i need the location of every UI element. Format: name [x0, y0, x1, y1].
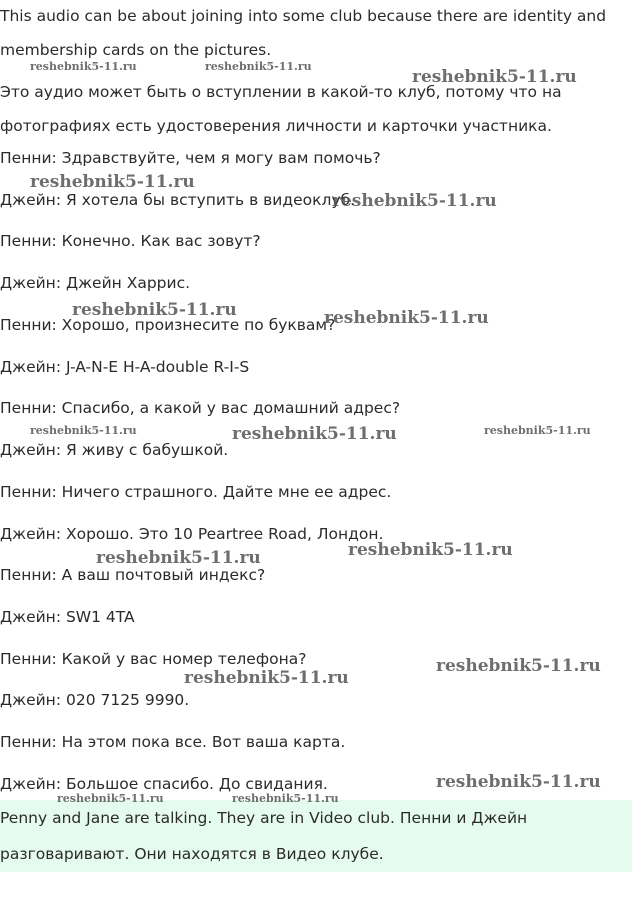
watermark: reshebnik5-11.ru — [57, 792, 164, 805]
watermark: reshebnik5-11.ru — [96, 548, 261, 568]
watermark: reshebnik5-11.ru — [184, 668, 349, 688]
dialogue-line: Джейн: Джейн Харрис. — [0, 274, 191, 292]
dialogue-line: Джейн: Я хотела бы вступить в видеоклуб. — [0, 191, 356, 209]
dialogue-line: Джейн: 020 7125 9990. — [0, 691, 190, 709]
dialogue-line: Пенни: Спасибо, а какой у вас домашний адрес? — [0, 399, 401, 417]
watermark: reshebnik5-11.ru — [484, 424, 591, 437]
answer-line-1: Penny and Jane are talking. They are in Video club. Пенни и Джейн — [0, 809, 528, 827]
watermark: reshebnik5-11.ru — [324, 308, 489, 328]
dialogue-line: Джейн: Большое спасибо. До свидания. — [0, 775, 328, 793]
watermark: reshebnik5-11.ru — [30, 172, 195, 192]
dialogue-line: Пенни: Конечно. Как вас зовут? — [0, 232, 261, 250]
intro-russian-line-2: фотографиях есть удостоверения личности и карточки участника. — [0, 117, 552, 135]
intro-russian-line-1: Это аудио может быть о вступлении в какой-то клуб, потому что на — [0, 83, 562, 101]
intro-english-line-2: membership cards on the pictures. — [0, 41, 272, 59]
dialogue-line: Пенни: Здравствуйте, чем я могу вам помочь? — [0, 149, 381, 167]
watermark: reshebnik5-11.ru — [30, 60, 137, 73]
answer-line-2: разговаривают. Они находятся в Видео клубе. — [0, 845, 384, 863]
watermark: reshebnik5-11.ru — [232, 424, 397, 444]
intro-english-line-1: This audio can be about joining into some club because there are identity and — [0, 7, 607, 25]
dialogue-line: Джейн: Хорошо. Это 10 Peartree Road, Лондон. — [0, 525, 384, 543]
watermark: reshebnik5-11.ru — [30, 424, 137, 437]
watermark: reshebnik5-11.ru — [205, 60, 312, 73]
watermark: reshebnik5-11.ru — [72, 300, 237, 320]
watermark: reshebnik5-11.ru — [412, 67, 577, 87]
dialogue-line: Джейн: SW1 4TA — [0, 608, 135, 626]
watermark: reshebnik5-11.ru — [436, 772, 601, 792]
watermark: reshebnik5-11.ru — [332, 191, 497, 211]
dialogue-line: Пенни: На этом пока все. Вот ваша карта. — [0, 733, 346, 751]
dialogue-line: Джейн: Я живу с бабушкой. — [0, 441, 229, 459]
watermark: reshebnik5-11.ru — [232, 792, 339, 805]
watermark: reshebnik5-11.ru — [436, 656, 601, 676]
dialogue-line: Пенни: Какой у вас номер телефона? — [0, 650, 307, 668]
watermark: reshebnik5-11.ru — [348, 540, 513, 560]
dialogue-line: Джейн: J-A-N-E H-A-double R-I-S — [0, 358, 250, 376]
dialogue-line: Пенни: Ничего страшного. Дайте мне ее адрес. — [0, 483, 392, 501]
dialogue-line: Пенни: А ваш почтовый индекс? — [0, 566, 266, 584]
dialogue-line: Пенни: Хорошо, произнесите по буквам? — [0, 316, 336, 334]
